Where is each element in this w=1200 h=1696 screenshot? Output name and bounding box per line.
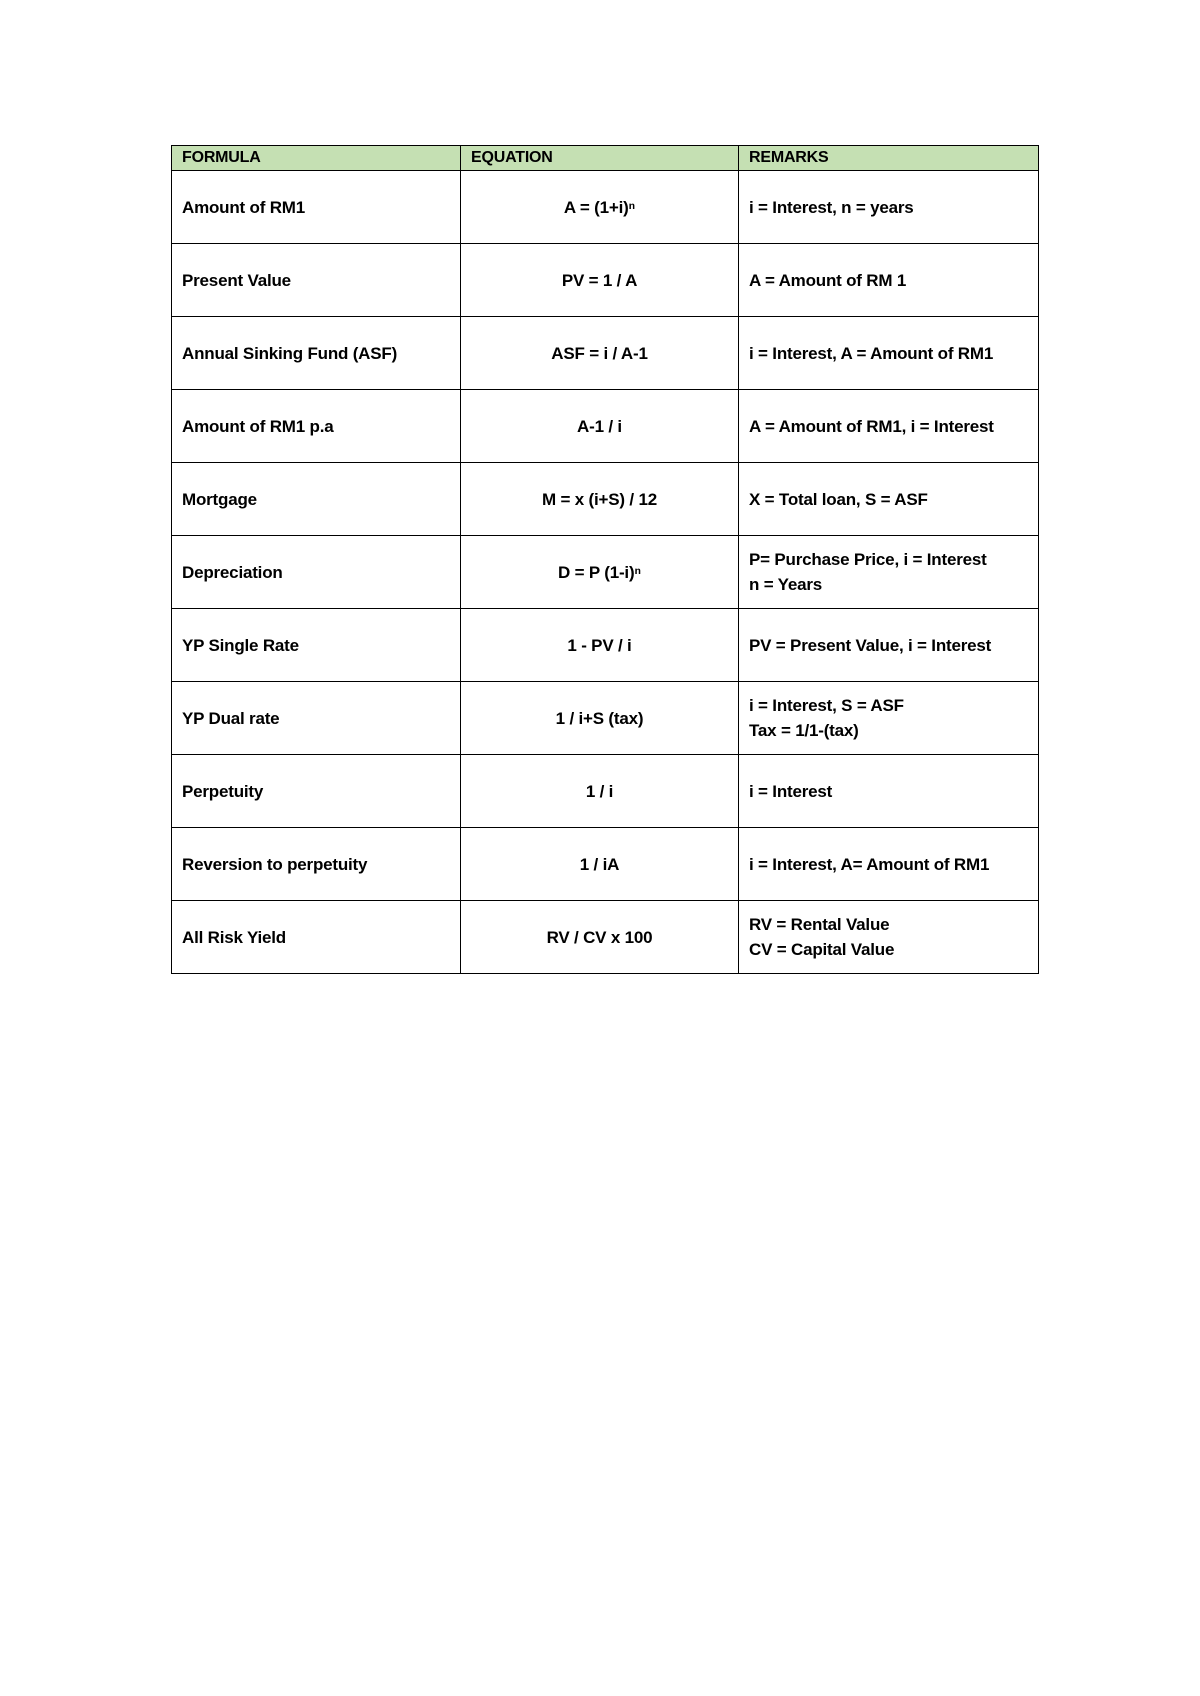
formula-cell: Amount of RM1 p.a <box>172 390 461 463</box>
remark-line: RV = Rental Value <box>749 915 890 934</box>
remarks-cell <box>739 463 1039 536</box>
table-row <box>172 682 1039 755</box>
table-row <box>172 244 1039 317</box>
remark-line: PV = Present Value, i = Interest <box>749 635 992 655</box>
formula-cell: Mortgage <box>172 463 461 536</box>
table-row <box>172 463 1039 536</box>
document-page <box>171 145 1038 974</box>
table-header-row <box>172 146 1039 171</box>
equation-cell: 1 / iA <box>461 828 739 901</box>
table-row <box>172 828 1039 901</box>
formula-cell: YP Single Rate <box>172 609 461 682</box>
remarks-cell <box>739 901 1039 974</box>
remark-line: Tax = 1/1-(tax) <box>749 721 859 740</box>
formula-cell: Perpetuity <box>172 755 461 828</box>
formula-cell: YP Dual rate <box>172 682 461 755</box>
remarks-cell <box>739 171 1039 244</box>
equation-cell: 1 / i <box>461 755 739 828</box>
remarks-cell <box>739 682 1039 755</box>
formula-cell: Amount of RM1 <box>172 171 461 244</box>
table-row <box>172 755 1039 828</box>
equation-cell: 1 - PV / i <box>461 609 739 682</box>
equation-cell: A = (1+i)ⁿ <box>461 171 739 244</box>
formula-cell: Present Value <box>172 244 461 317</box>
remark-line: n = Years <box>749 575 823 594</box>
remarks-cell <box>739 828 1039 901</box>
header-equation: EQUATION <box>461 146 739 171</box>
equation-cell: ASF = i / A-1 <box>461 317 739 390</box>
formula-cell: Depreciation <box>172 536 461 609</box>
remark-line: i = Interest, S = ASF <box>749 696 904 715</box>
table-row <box>172 171 1039 244</box>
remarks-cell <box>739 536 1039 609</box>
equation-cell: 1 / i+S (tax) <box>461 682 739 755</box>
equation-cell: A-1 / i <box>461 390 739 463</box>
header-formula: FORMULA <box>172 146 461 171</box>
table-row <box>172 390 1039 463</box>
remark-line: P= Purchase Price, i = Interest <box>749 550 987 569</box>
remark-line: i = Interest <box>749 781 833 801</box>
formula-table <box>171 145 1039 974</box>
remarks-cell <box>739 755 1039 828</box>
table-row <box>172 609 1039 682</box>
table-row <box>172 901 1039 974</box>
formula-cell: Annual Sinking Fund (ASF) <box>172 317 461 390</box>
remarks-cell <box>739 609 1039 682</box>
table-body <box>172 171 1039 974</box>
remark-line: X = Total loan, S = ASF <box>749 489 928 509</box>
remarks-cell <box>739 244 1039 317</box>
equation-cell: D = P (1-i)ⁿ <box>461 536 739 609</box>
remarks-cell <box>739 390 1039 463</box>
formula-cell: All Risk Yield <box>172 901 461 974</box>
formula-cell: Reversion to perpetuity <box>172 828 461 901</box>
remark-line: A = Amount of RM1, i = Interest <box>749 416 994 436</box>
equation-cell: M = x (i+S) / 12 <box>461 463 739 536</box>
remark-line: i = Interest, A= Amount of RM1 <box>749 854 990 874</box>
header-remarks: REMARKS <box>739 146 1039 171</box>
table-row <box>172 536 1039 609</box>
remarks-cell <box>739 317 1039 390</box>
equation-cell: RV / CV x 100 <box>461 901 739 974</box>
remark-line: CV = Capital Value <box>749 940 895 959</box>
remark-line: i = Interest, A = Amount of RM1 <box>749 343 994 363</box>
remark-line: i = Interest, n = years <box>749 197 914 217</box>
equation-cell: PV = 1 / A <box>461 244 739 317</box>
table-row <box>172 317 1039 390</box>
remark-line: A = Amount of RM 1 <box>749 270 907 290</box>
